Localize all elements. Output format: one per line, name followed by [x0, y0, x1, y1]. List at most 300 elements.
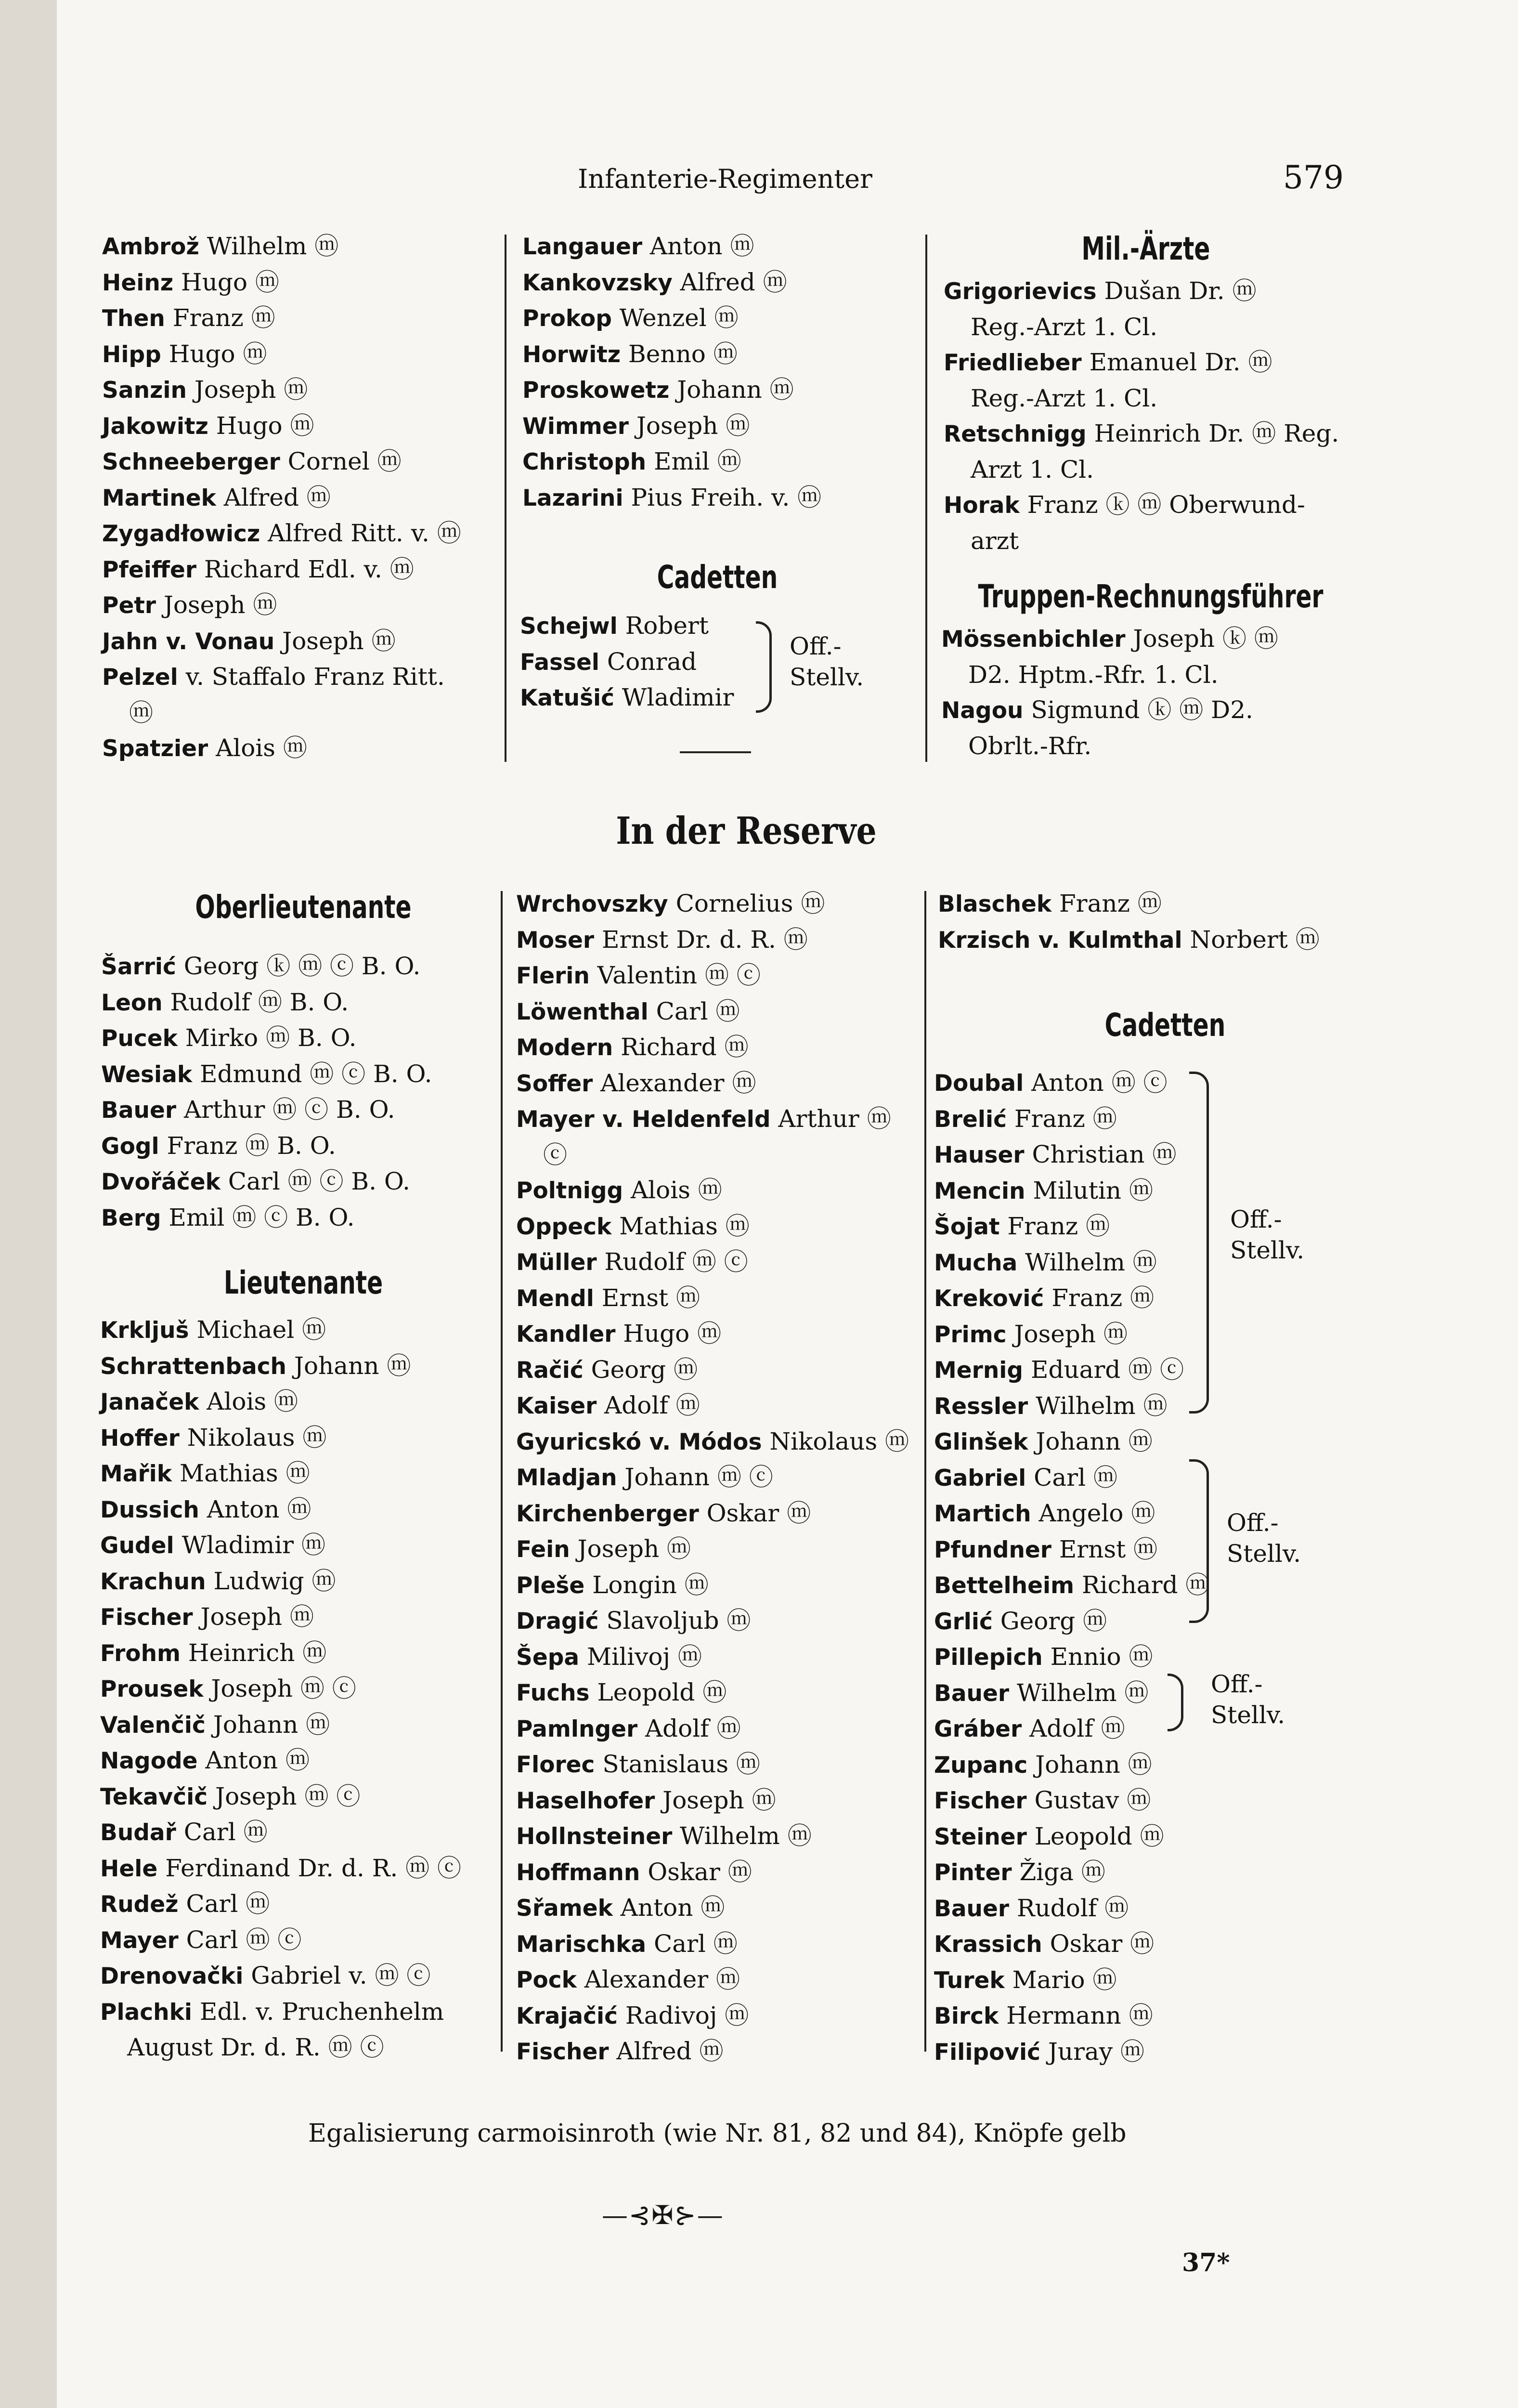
entry-detail: Eduard ⓜ ⓒ — [1023, 1356, 1184, 1384]
list-item — [516, 1998, 925, 2034]
list-item — [516, 1352, 925, 1388]
list-item — [516, 1926, 925, 1963]
surname: Mayer v. Heldenfeld — [516, 1106, 771, 1133]
list-item — [516, 2034, 925, 2070]
entry-detail: Johann ⓜ ⓒ — [617, 1463, 773, 1491]
surname: Birck — [934, 2003, 999, 2029]
list-item — [100, 1456, 505, 1492]
surname: Mernig — [934, 1357, 1024, 1384]
surname: Retschnigg — [944, 421, 1087, 447]
entry-continuation: Obrlt.-Rfr. — [968, 732, 1092, 760]
surname: Doubal — [934, 1070, 1024, 1097]
list-item — [102, 265, 497, 301]
surname: Bettelheim — [934, 1572, 1075, 1599]
list-item — [100, 1312, 505, 1348]
entry-detail: Alois ⓜ — [208, 734, 307, 762]
entry-detail: Carl ⓜ — [646, 1929, 738, 1958]
surname: Krkljuš — [100, 1317, 189, 1344]
surname: Christoph — [522, 449, 647, 475]
surname: Fischer — [516, 2039, 609, 2065]
surname: Lazarini — [522, 484, 623, 511]
entry-detail: Joseph ⓜ — [1006, 1320, 1128, 1348]
surname: Rudež — [100, 1891, 179, 1918]
entry-detail: Anton ⓜ — [197, 1746, 310, 1774]
surname: Oppeck — [516, 1213, 612, 1240]
top-cadets-list — [520, 608, 770, 716]
entry-detail: Conrad — [599, 647, 697, 676]
surname: Friedlieber — [944, 350, 1082, 376]
list-item — [102, 516, 497, 552]
entry-detail: Heinrich ⓜ — [181, 1638, 327, 1667]
entry-detail: Wilhelm ⓜ — [199, 232, 339, 260]
list-item — [516, 1568, 925, 1604]
list-item — [102, 408, 497, 445]
entry-continuation: ⓜ — [129, 698, 153, 727]
entry-continuation: Reg.-Arzt 1. Cl. — [971, 313, 1158, 341]
entry-detail: Alfred ⓜ — [216, 483, 331, 511]
surname: Gyuricskó v. Módos — [516, 1428, 762, 1455]
entry-detail: Ennio ⓜ — [1042, 1643, 1153, 1671]
entry-detail: Gustav ⓜ — [1026, 1786, 1151, 1814]
list-item — [102, 552, 497, 588]
entry-detail: Wenzel ⓜ — [611, 304, 739, 332]
surname: Leon — [101, 989, 163, 1016]
list-item — [934, 1137, 1261, 1173]
surname: Mayer — [100, 1927, 179, 1954]
surname: Then — [102, 305, 165, 332]
list-item — [102, 624, 497, 660]
section-title-lieutenante: Lieutenante — [223, 1264, 383, 1301]
reserve-column-2 — [516, 886, 925, 2070]
entry-detail: Hugo ⓜ — [173, 268, 279, 296]
list-item — [520, 608, 770, 644]
entry-detail: Oskar ⓜ — [1042, 1930, 1155, 1958]
entry-detail: Edmund ⓜ ⓒ B. O. — [192, 1060, 432, 1088]
list-item — [934, 2034, 1261, 2070]
surname: Šarrić — [101, 954, 176, 980]
entry-detail: Alois ⓜ — [199, 1387, 298, 1415]
entry-detail: Mathias ⓜ — [611, 1212, 750, 1240]
entry-detail: Alfred ⓜ — [672, 268, 787, 296]
entry-detail: Joseph ⓜ — [274, 627, 396, 655]
top-column-3 — [944, 274, 1343, 559]
surname: Hipp — [102, 341, 161, 368]
entry-detail: Carl ⓜ — [648, 997, 740, 1025]
entry-detail: Johann ⓜ — [1027, 1750, 1152, 1779]
surname: Bauer — [101, 1097, 177, 1124]
entry-detail: Wilhelm ⓜ — [1009, 1678, 1149, 1707]
rank-label: Off.- Stellv. — [1211, 1670, 1285, 1729]
surname: Hoffmann — [516, 1859, 640, 1886]
entry-continuation: D2. Hptm.-Rfr. 1. Cl. — [968, 660, 1219, 689]
list-item — [944, 487, 1343, 559]
entry-continuation: Arzt 1. Cl. — [971, 455, 1094, 484]
entry-detail: Rudolf ⓜ ⓒ — [597, 1248, 748, 1276]
surname: Blaschek — [938, 891, 1052, 917]
section-title-oberlieutenante: Oberlieutenante — [195, 889, 412, 926]
entry-detail: Franz ⓜ — [1044, 1284, 1155, 1312]
surname: Hauser — [934, 1142, 1025, 1168]
entry-detail: Hugo ⓜ — [208, 411, 314, 440]
entry-detail: Johann ⓜ — [205, 1710, 330, 1739]
list-item — [100, 1886, 505, 1923]
surname: Nagode — [100, 1748, 198, 1774]
surname: Ressler — [934, 1393, 1028, 1420]
list-item — [944, 416, 1343, 487]
surname: Pleše — [516, 1572, 585, 1599]
surname: Marischka — [516, 1931, 647, 1958]
footer-note: Egalisierung carmoisinroth (wie Nr. 81, 82 und 84), Knöpfe gelb — [308, 2119, 1127, 2148]
entry-detail: Carl ⓜ — [178, 1890, 270, 1918]
list-item — [934, 1209, 1261, 1245]
list-item — [522, 265, 927, 301]
list-item — [100, 1528, 505, 1564]
surname: Haselhofer — [516, 1787, 655, 1814]
list-item — [934, 1352, 1261, 1388]
surname: Hollnsteiner — [516, 1823, 673, 1850]
entry-detail: Stanislaus ⓜ — [595, 1750, 760, 1778]
entry-detail: Arthur ⓜ ⓒ B. O. — [176, 1096, 395, 1124]
surname: Wrchovszky — [516, 891, 668, 917]
list-item — [522, 229, 927, 265]
list-item — [934, 1926, 1261, 1963]
surname: Zygadłowicz — [102, 521, 260, 547]
entry-detail: Franz ⓜ — [165, 304, 275, 332]
entry-detail: Hugo ⓜ — [161, 340, 267, 368]
entry-detail: Adolf ⓜ — [597, 1391, 700, 1419]
entry-detail: Leopold ⓜ — [589, 1678, 727, 1706]
ornament: —⊰✠⊱— — [602, 2200, 724, 2230]
list-item — [934, 1496, 1261, 1532]
surname: Hele — [100, 1855, 158, 1882]
entry-detail: Ferdinand Dr. d. R. ⓜ ⓒ — [157, 1854, 462, 1882]
list-item — [102, 480, 497, 516]
surname: Drenovački — [100, 1963, 244, 1989]
surname: Wesiak — [101, 1061, 193, 1088]
list-item — [516, 886, 925, 922]
list-item — [100, 1743, 505, 1779]
entry-detail: Joseph ⓜ — [628, 411, 750, 440]
list-item — [934, 1317, 1261, 1353]
entry-detail: Wilhelm ⓜ — [1017, 1248, 1157, 1276]
list-item — [100, 1384, 505, 1420]
reserve-column-1b — [100, 1312, 505, 2066]
list-item — [520, 644, 770, 681]
surname: Soffer — [516, 1070, 593, 1097]
list-item — [934, 1783, 1261, 1819]
surname: Prousek — [100, 1676, 204, 1702]
entry-detail: Mirko ⓜ B. O. — [177, 1024, 357, 1052]
surname: Nagou — [941, 697, 1024, 724]
list-item — [944, 345, 1343, 416]
list-item — [516, 1675, 925, 1711]
section-title-reserve: In der Reserve — [616, 809, 877, 853]
list-item — [516, 1783, 925, 1819]
reserve-cadets-list — [934, 1065, 1261, 2070]
entry-detail: Franz ⓜ — [1051, 890, 1162, 917]
list-item — [101, 1092, 501, 1128]
surname: Kirchenberger — [516, 1500, 699, 1527]
entry-detail: Valentin ⓜ ⓒ — [589, 961, 761, 989]
entry-detail: Cornelius ⓜ — [668, 890, 825, 917]
entry-detail: Anton ⓜ — [199, 1495, 311, 1523]
entry-detail: Pius Freih. v. ⓜ — [623, 483, 822, 511]
entry-detail: Alexander ⓜ — [576, 1965, 740, 1993]
surname: Filipović — [934, 2039, 1040, 2066]
entry-detail: Mario ⓜ — [1004, 1965, 1117, 1994]
entry-detail: Slavoljub ⓜ — [598, 1607, 751, 1635]
entry-detail: Milutin ⓜ — [1025, 1176, 1154, 1204]
surname: Fischer — [100, 1604, 193, 1631]
surname: Pillepich — [934, 1644, 1043, 1671]
list-item — [100, 1815, 505, 1851]
entry-detail: Dušan Dr. ⓜ — [1096, 277, 1257, 305]
list-item — [938, 922, 1352, 958]
list-item — [516, 1962, 925, 1998]
list-item — [516, 1603, 925, 1639]
surname: Kaiser — [516, 1393, 597, 1419]
entry-detail: Carl ⓜ — [176, 1818, 268, 1846]
list-item — [934, 1388, 1261, 1425]
list-item — [100, 1923, 505, 1959]
entry-detail: Carl ⓜ ⓒ — [178, 1925, 302, 1954]
top-column-3b — [941, 621, 1346, 764]
list-item — [522, 480, 927, 516]
list-item — [522, 372, 927, 408]
list-item — [516, 922, 925, 958]
entry-detail: Longin ⓜ — [584, 1570, 709, 1599]
entry-detail: Oskar ⓜ — [640, 1858, 752, 1886]
surname: Mucha — [934, 1249, 1018, 1276]
surname: Račić — [516, 1357, 584, 1384]
surname: Janaček — [100, 1389, 199, 1415]
surname: Kankovzsky — [522, 269, 673, 296]
surname: Katušić — [520, 685, 615, 711]
list-item — [934, 1891, 1261, 1927]
surname: Moser — [516, 927, 595, 954]
surname: Fassel — [520, 649, 600, 676]
list-item — [516, 1101, 925, 1173]
surname: Turek — [934, 1967, 1005, 1994]
surname: Brelić — [934, 1106, 1007, 1133]
surname: Bauer — [934, 1680, 1010, 1707]
surname: Primc — [934, 1321, 1007, 1348]
reserve-column-3 — [938, 886, 1352, 958]
list-item — [516, 1639, 925, 1675]
list-item — [934, 1819, 1261, 1855]
list-item — [934, 1963, 1261, 1999]
surname: Horak — [944, 492, 1020, 519]
surname: Petr — [102, 592, 156, 619]
list-item — [516, 994, 925, 1030]
list-item — [100, 1851, 505, 1887]
surname: Martinek — [102, 484, 216, 511]
list-item — [101, 1128, 501, 1165]
entry-detail: Johann ⓜ — [1028, 1427, 1153, 1455]
entry-detail: Norbert ⓜ — [1182, 925, 1320, 954]
entry-detail: Sigmund ⓚ ⓜ D2. — [1023, 696, 1253, 724]
entry-continuation: ⓒ — [543, 1140, 567, 1169]
list-item — [102, 229, 497, 265]
surname: Mendl — [516, 1285, 594, 1312]
list-item — [522, 301, 927, 337]
list-item — [102, 301, 497, 337]
list-item — [516, 1209, 925, 1245]
list-item — [516, 1424, 925, 1460]
section-title-cadetten-reserve: Cadetten — [1104, 1007, 1226, 1044]
entry-detail: Joseph ⓜ — [193, 1603, 314, 1631]
list-item — [516, 1281, 925, 1317]
entry-continuation: August Dr. d. R. ⓜ ⓒ — [127, 2033, 384, 2061]
list-item — [100, 1348, 505, 1385]
surname: Sřamek — [516, 1895, 613, 1922]
entry-detail: Michael ⓜ — [189, 1316, 326, 1344]
list-item — [101, 1057, 501, 1093]
entry-detail: Franz ⓜ B. O. — [159, 1131, 336, 1160]
entry-detail: Richard Edl. v. ⓜ — [196, 555, 414, 583]
section-title-cadetten-top: Cadetten — [657, 559, 778, 596]
list-item — [102, 337, 497, 373]
entry-continuation: Reg.-Arzt 1. Cl. — [971, 384, 1158, 412]
list-item — [100, 1564, 505, 1600]
surname: Frohm — [100, 1640, 181, 1667]
column-divider — [505, 235, 506, 762]
surname: Kreković — [934, 1285, 1044, 1312]
entry-detail: Joseph ⓜ ⓒ — [208, 1782, 361, 1810]
entry-detail: Ernst ⓜ — [1051, 1535, 1158, 1563]
entry-detail: Leopold ⓜ — [1026, 1822, 1164, 1850]
surname: Pock — [516, 1967, 577, 1993]
section-title-mil-aerzte: Mil.-Ärzte — [1081, 230, 1210, 267]
surname: Langauer — [522, 234, 642, 260]
surname: Gogl — [101, 1133, 159, 1160]
list-item — [934, 1065, 1261, 1101]
list-item — [516, 1066, 925, 1102]
entry-detail: Oskar ⓜ — [699, 1499, 811, 1527]
entry-detail: Žiga ⓜ — [1012, 1858, 1105, 1886]
entry-detail: Alexander ⓜ — [593, 1069, 756, 1097]
entry-detail: Georg ⓜ — [583, 1355, 698, 1384]
surname: Pelzel — [102, 664, 178, 691]
surname: Mencin — [934, 1178, 1025, 1204]
entry-detail: Joseph ⓜ — [186, 376, 308, 404]
surname: Dragić — [516, 1608, 599, 1635]
list-item — [938, 886, 1352, 922]
list-item — [102, 731, 497, 767]
list-item — [100, 1636, 505, 1672]
surname: Bauer — [934, 1895, 1010, 1922]
entry-detail: Heinrich Dr. ⓜ Reg. — [1086, 419, 1339, 447]
surname: Spatzier — [102, 735, 208, 762]
list-item — [941, 693, 1346, 764]
column-divider — [924, 891, 926, 2052]
entry-detail: Ernst Dr. d. R. ⓜ — [594, 925, 808, 954]
list-item — [934, 1460, 1261, 1496]
list-item — [516, 1747, 925, 1783]
list-item — [934, 1173, 1261, 1209]
surname: Jahn v. Vonau — [102, 628, 275, 655]
list-item — [516, 1711, 925, 1747]
surname: Berg — [101, 1204, 161, 1231]
surname: Schejwl — [520, 613, 618, 640]
entry-detail: Georg ⓜ — [992, 1607, 1107, 1635]
surname: Zupanc — [934, 1752, 1028, 1779]
surname: Dvořáček — [101, 1169, 221, 1195]
reserve-column-1 — [101, 949, 501, 1236]
entry-detail: Ernst ⓜ — [594, 1283, 701, 1312]
entry-detail: Franz ⓚ ⓜ Oberwund- — [1019, 491, 1305, 519]
list-item — [934, 1532, 1261, 1568]
surname: Martich — [934, 1501, 1031, 1527]
surname: Krassich — [934, 1931, 1042, 1958]
entry-detail: Juray ⓜ — [1040, 2037, 1144, 2066]
surname: Pinter — [934, 1859, 1012, 1886]
entry-detail: Richard ⓜ — [1074, 1571, 1210, 1599]
entry-detail: Nikolaus ⓜ — [762, 1427, 909, 1455]
brace — [1168, 1674, 1183, 1731]
entry-detail: Benno ⓜ — [621, 340, 738, 368]
list-item — [516, 1496, 925, 1532]
entry-detail: Wilhelm ⓜ — [672, 1822, 812, 1850]
entry-detail: Alfred ⓜ — [609, 2037, 724, 2065]
list-item — [101, 949, 501, 985]
surname: Valenčič — [100, 1712, 206, 1739]
entry-detail: Joseph ⓜ — [655, 1786, 776, 1814]
list-item — [102, 588, 497, 624]
list-item — [100, 1958, 505, 1994]
list-item — [102, 444, 497, 480]
surname: Budař — [100, 1819, 176, 1846]
entry-detail: Cornel ⓜ — [280, 447, 402, 475]
entry-detail: Angelo ⓜ — [1031, 1499, 1155, 1527]
list-item — [934, 1998, 1261, 2034]
surname: Müller — [516, 1249, 597, 1276]
entry-detail: Wladimir — [614, 683, 734, 711]
list-item — [934, 1568, 1261, 1604]
entry-detail: Johann ⓜ — [286, 1351, 411, 1380]
brace — [1189, 1459, 1209, 1623]
top-column-1 — [102, 229, 497, 767]
list-item — [100, 1599, 505, 1636]
surname: Mařik — [100, 1461, 172, 1487]
entry-detail: Joseph ⓜ ⓒ — [203, 1675, 356, 1702]
entry-detail: Hugo ⓜ — [615, 1320, 722, 1348]
column-divider — [925, 235, 927, 762]
list-item — [934, 1424, 1261, 1460]
list-item — [516, 1388, 925, 1424]
surname: Pfeiffer — [102, 556, 197, 583]
entry-detail: Joseph ⓜ — [570, 1535, 691, 1563]
entry-detail: Nikolaus ⓜ — [179, 1423, 327, 1452]
entry-detail: Emil ⓜ ⓒ B. O. — [161, 1203, 355, 1231]
entry-detail: Alois ⓜ — [623, 1176, 722, 1204]
entry-detail: Wladimir ⓜ — [174, 1531, 325, 1559]
surname: Fuchs — [516, 1680, 590, 1706]
list-item — [944, 274, 1343, 345]
entry-detail: Edl. v. Pruchenhelm — [192, 1997, 444, 2026]
entry-detail: Emil ⓜ — [646, 447, 741, 475]
entry-detail: Joseph ⓚ ⓜ — [1125, 625, 1278, 653]
surname: Krzisch v. Kulmthal — [938, 927, 1182, 954]
list-item — [941, 621, 1346, 693]
list-item — [516, 1531, 925, 1568]
entry-continuation: arzt — [971, 526, 1019, 555]
rank-label: Off.- Stellv. — [1227, 1509, 1301, 1568]
entry-detail: Mathias ⓜ — [172, 1459, 310, 1487]
surname: Sanzin — [102, 377, 187, 404]
list-item — [934, 1281, 1261, 1317]
list-item — [934, 1855, 1261, 1891]
